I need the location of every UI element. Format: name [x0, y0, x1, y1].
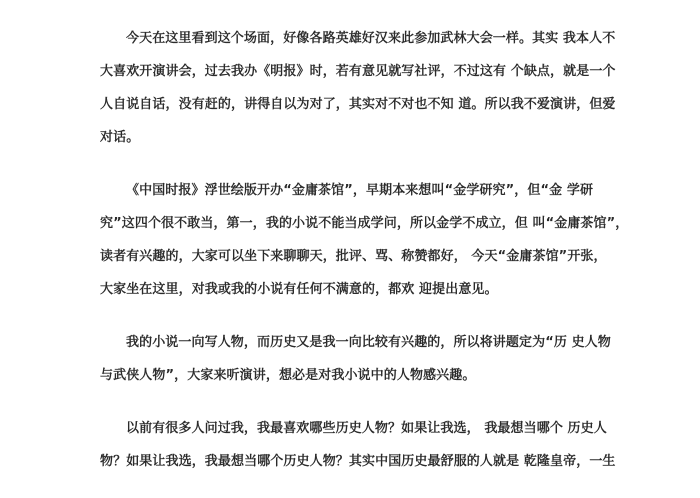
text-line: 以前有很多人问过我，我最喜欢哪些历史人物？如果让我选， 我最想当哪个 历史人: [126, 421, 607, 436]
paragraph: [100, 326, 612, 392]
text-line: 今天在这里看到这个场面，好像各路英雄好汉来此参加武林大会一样。其实 我本人不: [126, 31, 616, 46]
paragraph: [100, 412, 616, 478]
text-line: 读者有兴趣的，大家可以坐下来聊聊天，批评、骂、称赞都好， 今天“金庸茶馆”开张，: [100, 249, 607, 264]
text-line: 物？如果让我选，我最想当哪个历史人物？其实中国历史最舒服的人就是 乾隆皇帝，一生: [100, 454, 616, 469]
text-block: [100, 22, 629, 498]
text-line: 人自说自话，没有赶的，讲得自以为对了，其实对不对也不知 道。所以我不爱演讲，但爱: [100, 97, 616, 112]
text-line: 《中国时报》浮世绘版开办“金庸茶馆”，早期本来想叫“金学研究”，但“金 学研: [126, 183, 594, 198]
text-line: 究”这四个很不敢当，第一，我的小说不能当成学问，所以金学不成立，但 叫“金庸茶馆”，: [100, 216, 629, 231]
paragraph: [100, 174, 629, 306]
text-line: 与武侠人物”，大家来听演讲，想必是对我小说中的人物感兴趣。: [100, 368, 476, 383]
text-line: 大喜欢开演讲会，过去我办《明报》时，若有意见就写社评，不过这有 个缺点，就是一个: [100, 64, 616, 79]
text-line: 我的小说一向写人物，而历史又是我一向比较有兴趣的，所以将讲题定为“历 史人物: [126, 335, 611, 350]
paragraph: [100, 22, 616, 154]
text-line: 大家坐在这里，对我或我的小说有任何不满意的，都欢 迎提出意见。: [100, 282, 498, 297]
text-line: 对话。: [100, 130, 140, 145]
